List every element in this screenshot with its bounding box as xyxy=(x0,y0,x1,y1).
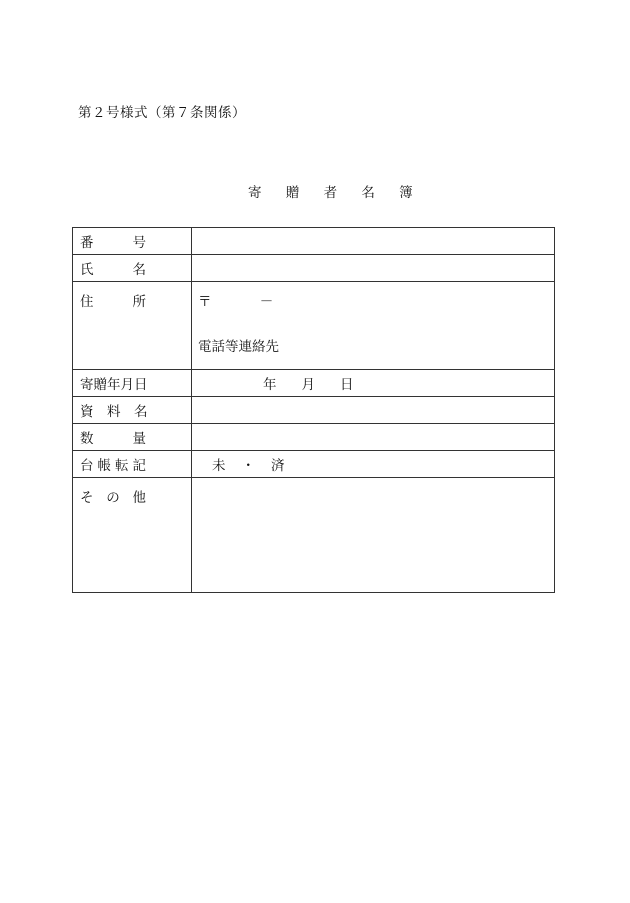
row-other xyxy=(73,478,555,593)
name-label: 氏 名 xyxy=(80,262,146,278)
document-title: 寄 贈 者 名 簿 xyxy=(248,185,423,201)
day-label: 日 xyxy=(340,377,354,393)
number-value-field[interactable] xyxy=(192,228,555,255)
row-material xyxy=(73,397,555,424)
donor-register-table xyxy=(72,227,555,593)
date-label: 寄贈年月日 xyxy=(80,377,148,393)
row-ledger xyxy=(73,451,555,478)
other-label: そ の 他 xyxy=(80,490,146,506)
number-label-cell xyxy=(73,228,192,255)
row-number xyxy=(73,228,555,255)
month-label: 月 xyxy=(301,377,315,393)
row-quantity xyxy=(73,424,555,451)
quantity-label-cell xyxy=(73,424,192,451)
address-value-field[interactable] xyxy=(192,282,555,370)
ledger-label: 台帳転記 xyxy=(80,458,146,474)
status-done[interactable]: 済 xyxy=(271,458,285,474)
row-address xyxy=(73,282,555,370)
ledger-label-cell xyxy=(73,451,192,478)
other-value-field[interactable] xyxy=(192,478,555,593)
ledger-value-field xyxy=(192,451,555,478)
postal-code-line xyxy=(198,290,554,310)
date-line xyxy=(198,373,554,393)
ledger-status-line xyxy=(198,454,554,474)
material-label: 資 料 名 xyxy=(80,404,148,420)
date-label-cell xyxy=(73,370,192,397)
name-value-field[interactable] xyxy=(192,255,555,282)
status-separator: ・ xyxy=(241,458,255,474)
status-not-yet[interactable]: 未 xyxy=(212,458,226,474)
number-label: 番 号 xyxy=(80,235,146,251)
address-label: 住 所 xyxy=(80,294,146,310)
date-value-field[interactable] xyxy=(192,370,555,397)
row-name xyxy=(73,255,555,282)
address-label-cell xyxy=(73,282,192,370)
material-label-cell xyxy=(73,397,192,424)
year-label: 年 xyxy=(263,377,277,393)
postal-mark: 〒 xyxy=(198,294,212,310)
postal-dash: － xyxy=(259,294,274,310)
other-label-cell xyxy=(73,478,192,593)
phone-contact-label: 電話等連絡先 xyxy=(198,339,279,355)
form-number-label: 第２号様式（第７条関係） xyxy=(78,105,246,121)
row-date xyxy=(73,370,555,397)
material-value-field[interactable] xyxy=(192,397,555,424)
quantity-value-field[interactable] xyxy=(192,424,555,451)
name-label-cell xyxy=(73,255,192,282)
quantity-label: 数 量 xyxy=(80,431,146,447)
